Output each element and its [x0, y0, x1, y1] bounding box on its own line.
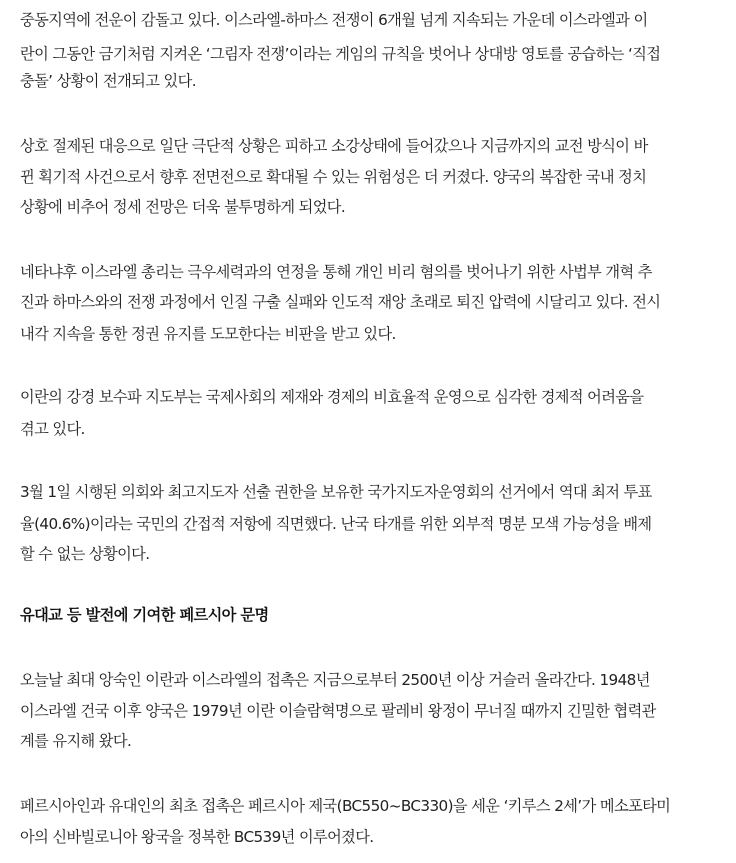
paragraph-line: 이스라엘 건국 이후 양국은 1979년 이란 이슬람혁명으로 팔레비 왕정이 무너질 때까지 긴밀한 협력관	[20, 702, 656, 720]
paragraph-line: 내각 지속을 통한 정권 유지를 도모한다는 비판을 받고 있다.	[20, 325, 396, 343]
paragraph-line: 오늘날 최대 앙숙인 이란과 이스라엘의 접촉은 지금으로부터 2500년 이상 거슬러 올라간다. 1948년	[20, 671, 650, 689]
paragraph-line: 아의 신바빌로니아 왕국을 정복한 BC539년 이루어졌다.	[20, 828, 374, 846]
paragraph-line: 란이 그동안 금기처럼 지켜온 ‘그림자 전쟁’이라는 게임의 규칙을 벗어나 상대방 영토를 공습하는 ‘직접	[20, 45, 661, 63]
paragraph-line: 할 수 없는 상황이다.	[20, 545, 150, 563]
paragraph-line: 겪고 있다.	[20, 420, 85, 438]
paragraph-line: 율(40.6%)이라는 국민의 간접적 저항에 직면했다. 난국 타개를 위한 외부적 명분 모색 가능성을 배제	[20, 515, 652, 533]
paragraph-line: 상호 절제된 대응으로 일단 극단적 상황은 피하고 소강상태에 들어갔으나 지금까지의 교전 방식이 바	[20, 137, 648, 155]
paragraph-line: 뀐 획기적 사건으로서 향후 전면전으로 확대될 수 있는 위험성은 더 커졌다. 양국의 복잡한 국내 정치	[20, 168, 647, 186]
paragraph-line: 이란의 강경 보수파 지도부는 국제사회의 제재와 경제의 비효율적 운영으로 심각한 경제적 어려움을	[20, 388, 644, 406]
paragraph-line: 네타냐후 이스라엘 총리는 극우세력과의 연정을 통해 개인 비리 혐의를 벗어나기 위한 사법부 개혁 추	[20, 263, 652, 281]
paragraph-line: 페르시아인과 유대인의 최초 접촉은 페르시아 제국(BC550~BC330)을 세운 ‘키루스 2세’가 메소포타미	[20, 797, 671, 815]
paragraph-line: 충돌’ 상황이 전개되고 있다.	[20, 72, 196, 90]
paragraph-line: 중동지역에 전운이 감돌고 있다. 이스라엘-하마스 전쟁이 6개월 넘게 지속되는 가운데 이스라엘과 이	[20, 11, 648, 29]
section-heading: 유대교 등 발전에 기여한 페르시아 문명	[20, 606, 269, 624]
paragraph-line: 상황에 비추어 정세 전망은 더욱 불투명하게 되었다.	[20, 198, 346, 216]
paragraph-line: 계를 유지해 왔다.	[20, 732, 132, 750]
paragraph-line: 3월 1일 시행된 의회와 최고지도자 선출 권한을 보유한 국가지도자운영회의 선거에서 역대 최저 투표	[20, 483, 652, 501]
paragraph-line: 진과 하마스와의 전쟁 과정에서 인질 구출 실패와 인도적 재앙 초래로 퇴진 압력에 시달리고 있다. 전시	[20, 293, 661, 311]
